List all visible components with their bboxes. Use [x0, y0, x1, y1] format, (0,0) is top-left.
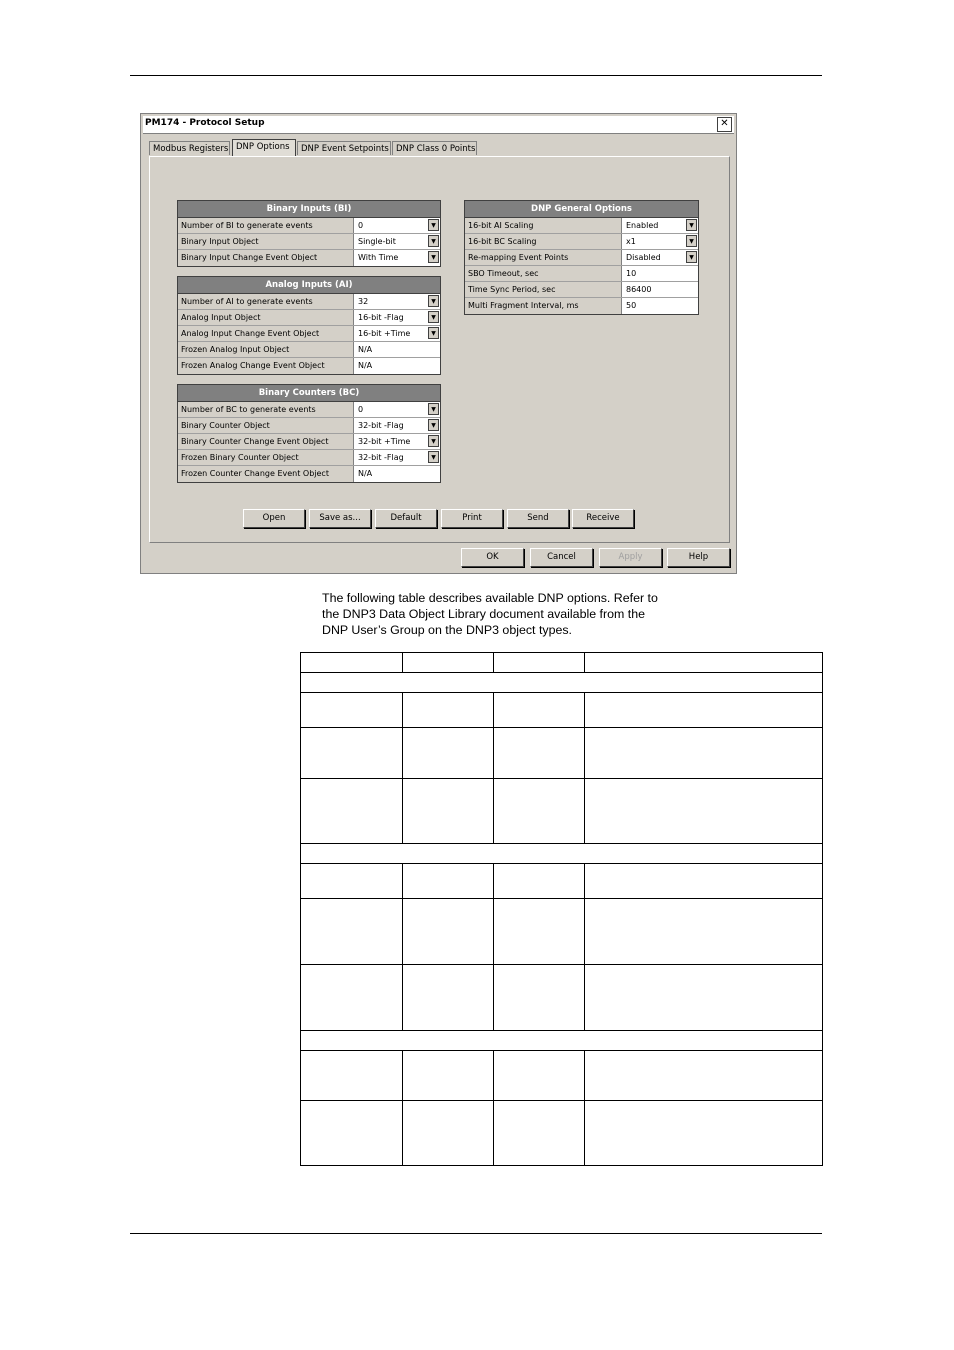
- ai-events-select[interactable]: 32: [355, 294, 440, 309]
- row-label: SBO Timeout, sec: [465, 266, 622, 281]
- ok-button[interactable]: OK: [461, 548, 524, 567]
- table-row-line: [300, 1100, 823, 1101]
- table-col-line: [584, 652, 585, 672]
- remapping-select[interactable]: Disabled: [623, 250, 698, 265]
- table-row-line: [300, 1050, 823, 1051]
- open-button[interactable]: Open: [243, 509, 305, 528]
- table-row-line: [300, 652, 823, 653]
- sbo-timeout-row: [465, 266, 698, 282]
- table-col-line: [402, 1050, 403, 1166]
- table-col-line: [493, 652, 494, 672]
- ai-object-select[interactable]: 16-bit -Flag: [355, 310, 440, 325]
- analog-inputs-group: [177, 276, 441, 375]
- dropdown-arrow-icon[interactable]: ▼: [428, 219, 439, 231]
- dropdown-arrow-icon[interactable]: ▼: [428, 419, 439, 431]
- table-row-line: [300, 843, 823, 844]
- row-label: Binary Input Change Event Object: [178, 250, 354, 266]
- table-col-line: [493, 692, 494, 843]
- table-border: [822, 652, 823, 1166]
- row-label: Time Sync Period, sec: [465, 282, 622, 297]
- receive-button[interactable]: Receive: [572, 509, 634, 528]
- frozen-ai-object-row: [178, 342, 440, 358]
- row-label: Binary Input Object: [178, 234, 354, 249]
- row-label: Re-mapping Event Points: [465, 250, 622, 265]
- apply-button[interactable]: Apply: [599, 548, 662, 567]
- binary-inputs-group: [177, 200, 441, 267]
- bc-object-select[interactable]: 32-bit -Flag: [355, 418, 440, 433]
- group-header: Binary Counters (BC): [178, 385, 440, 402]
- paragraph-line: DNP User’s Group on the DNP3 object types.: [322, 623, 572, 637]
- bc-change-event-select[interactable]: 32-bit +Time: [355, 434, 440, 449]
- multi-fragment-field[interactable]: 50: [623, 298, 698, 314]
- frozen-counter-change-row: [178, 466, 440, 482]
- dropdown-arrow-icon[interactable]: ▼: [428, 451, 439, 463]
- row-label: 16-bit BC Scaling: [465, 234, 622, 249]
- frozen-bc-object-select[interactable]: 32-bit -Flag: [355, 450, 440, 465]
- remapping-row: [465, 250, 698, 266]
- table-col-line: [402, 863, 403, 1030]
- table-border: [300, 652, 301, 1166]
- bc-scaling-select[interactable]: x1: [623, 234, 698, 249]
- frozen-ai-object-value: N/A: [355, 342, 440, 357]
- dialog-titlebar: [143, 116, 734, 134]
- dropdown-arrow-icon[interactable]: ▼: [428, 403, 439, 415]
- row-label: Frozen Binary Counter Object: [178, 450, 354, 465]
- bc-object-row: [178, 418, 440, 434]
- ai-object-row: [178, 310, 440, 326]
- bc-scaling-row: [465, 234, 698, 250]
- table-row-line: [300, 672, 823, 673]
- row-label: Analog Input Object: [178, 310, 354, 325]
- table-col-line: [493, 1050, 494, 1166]
- tab-dnp-class0-points[interactable]: DNP Class 0 Points: [392, 141, 477, 155]
- bc-events-row: [178, 402, 440, 418]
- dropdown-arrow-icon[interactable]: ▼: [428, 235, 439, 247]
- ai-scaling-row: [465, 218, 698, 234]
- table-col-line: [584, 863, 585, 1030]
- table-row-line: [300, 1165, 823, 1166]
- ai-change-event-row: [178, 326, 440, 342]
- table-row-line: [300, 964, 823, 965]
- bi-change-event-row: [178, 250, 440, 266]
- close-icon[interactable]: ✕: [717, 117, 732, 132]
- sbo-timeout-field[interactable]: 10: [623, 266, 698, 281]
- dropdown-arrow-icon[interactable]: ▼: [686, 235, 697, 247]
- time-sync-field[interactable]: 86400: [623, 282, 698, 297]
- group-header: Analog Inputs (AI): [178, 277, 440, 294]
- ai-change-event-select[interactable]: 16-bit +Time: [355, 326, 440, 341]
- save-as-button[interactable]: Save as...: [309, 509, 371, 528]
- help-button[interactable]: Help: [667, 548, 730, 567]
- bi-object-row: [178, 234, 440, 250]
- bi-events-select[interactable]: 0: [355, 218, 440, 233]
- dropdown-arrow-icon[interactable]: ▼: [428, 327, 439, 339]
- dropdown-arrow-icon[interactable]: ▼: [686, 219, 697, 231]
- header-rule: [130, 75, 822, 76]
- frozen-counter-change-value: N/A: [355, 466, 440, 482]
- tab-modbus-registers[interactable]: Modbus Registers: [149, 141, 230, 155]
- binary-counters-group: [177, 384, 441, 483]
- time-sync-row: [465, 282, 698, 298]
- ai-events-row: [178, 294, 440, 310]
- dialog-title: PM174 - Protocol Setup: [145, 118, 265, 128]
- description-paragraph: [322, 590, 732, 638]
- table-col-line: [584, 1050, 585, 1166]
- row-label: Number of BC to generate events: [178, 402, 354, 417]
- dropdown-arrow-icon[interactable]: ▼: [428, 251, 439, 263]
- table-row-line: [300, 863, 823, 864]
- dropdown-arrow-icon[interactable]: ▼: [428, 311, 439, 323]
- row-label: Number of BI to generate events: [178, 218, 354, 233]
- table-col-line: [402, 692, 403, 843]
- table-row-line: [300, 692, 823, 693]
- group-header: DNP General Options: [465, 201, 698, 218]
- row-label: Binary Counter Change Event Object: [178, 434, 354, 449]
- bi-object-select[interactable]: Single-bit: [355, 234, 440, 249]
- ai-scaling-select[interactable]: Enabled: [623, 218, 698, 233]
- paragraph-line: the DNP3 Data Object Library document available from the: [322, 607, 646, 621]
- dnp-general-options-group: [464, 200, 699, 315]
- row-label: Frozen Analog Change Event Object: [178, 358, 354, 374]
- table-row-line: [300, 727, 823, 728]
- send-button[interactable]: Send: [507, 509, 569, 528]
- frozen-ai-change-row: [178, 358, 440, 374]
- tab-dnp-event-setpoints[interactable]: DNP Event Setpoints: [297, 141, 391, 155]
- table-col-line: [584, 692, 585, 843]
- bc-events-select[interactable]: 0: [355, 402, 440, 417]
- row-label: Multi Fragment Interval, ms: [465, 298, 622, 314]
- row-label: 16-bit AI Scaling: [465, 218, 622, 233]
- frozen-ai-change-value: N/A: [355, 358, 440, 374]
- bc-change-event-row: [178, 434, 440, 450]
- bi-change-event-select[interactable]: With Time: [355, 250, 440, 266]
- paragraph-line: The following table describes available DNP options. Refer to: [322, 591, 658, 605]
- row-label: Analog Input Change Event Object: [178, 326, 354, 341]
- table-col-line: [402, 652, 403, 672]
- group-header: Binary Inputs (BI): [178, 201, 440, 218]
- table-row-line: [300, 778, 823, 779]
- tab-dnp-options[interactable]: DNP Options: [232, 139, 296, 156]
- row-label: Frozen Counter Change Event Object: [178, 466, 354, 482]
- footer-rule: [130, 1233, 822, 1234]
- print-button[interactable]: Print: [441, 509, 503, 528]
- row-label: Number of AI to generate events: [178, 294, 354, 309]
- row-label: Frozen Analog Input Object: [178, 342, 354, 357]
- frozen-bc-object-row: [178, 450, 440, 466]
- bi-events-row: [178, 218, 440, 234]
- table-row-line: [300, 1030, 823, 1031]
- dropdown-arrow-icon[interactable]: ▼: [428, 295, 439, 307]
- table-row-line: [300, 898, 823, 899]
- cancel-button[interactable]: Cancel: [530, 548, 593, 567]
- protocol-setup-dialog: [140, 113, 737, 574]
- dropdown-arrow-icon[interactable]: ▼: [428, 435, 439, 447]
- table-col-line: [493, 863, 494, 1030]
- default-button[interactable]: Default: [375, 509, 437, 528]
- dropdown-arrow-icon[interactable]: ▼: [686, 251, 697, 263]
- row-label: Binary Counter Object: [178, 418, 354, 433]
- multi-fragment-row: [465, 298, 698, 314]
